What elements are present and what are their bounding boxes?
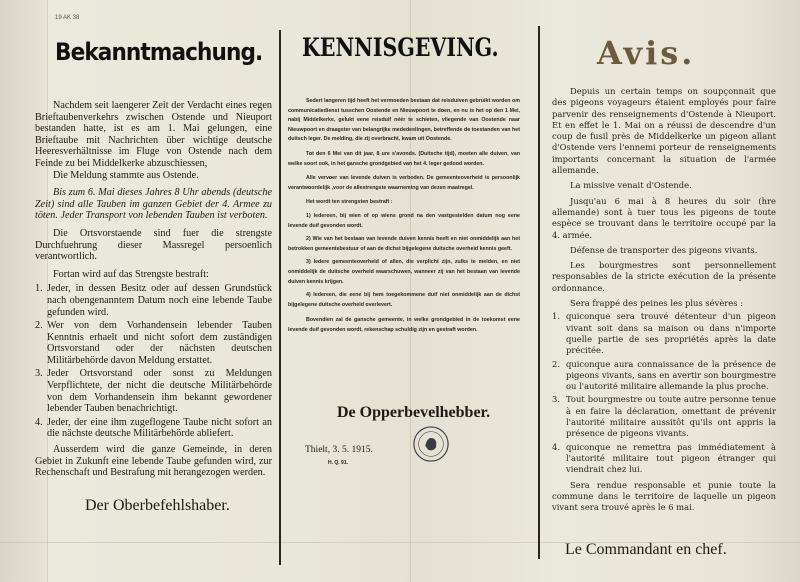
dutch-p2: Tot den 6 Mei van dit jaar, 8 ure s'avonds. (Duitsche tijd), moeten alle duiven, van welke soort ook, in het gansche grondgebied van het 4. leger gedood worden. (288, 150, 520, 167)
dutch-title: KENNISGEVING. (302, 33, 499, 62)
german-p4: Fortan wird auf das Strengste bestraft: (53, 268, 209, 280)
german-item: 4. Jeder, der eine ihm zugeflogene Taube nicht sofort an die nächste deutsche Militärbehörde abliefert. (35, 416, 272, 440)
german-signature: Der Oberbefehlshaber. (85, 497, 230, 514)
german-p1: Nachdem seit laengerer Zeit der Verdacht eines regen Brieftaubenverkehrs zwischen Ostende und Nieuport bestanden hatte, ist es am 1. Mai gelungen, eine Brieftaube mit Nachrichten über wichtige deutsche Heeresverhältnisse im Fluge von Ostende nach dem Feinde zu bei Middelkerke abzuschiessen, (35, 100, 272, 169)
french-p6: Sera frappé des peines les plus sévères : (570, 298, 744, 309)
french-p7: Sera rendue responsable et punie toute la commune dans le territoire de laquelle un pigeon vivant sera trouvé après le 6 mai. (552, 479, 776, 513)
french-item: 4. quiconque ne remettra pas immédiatement à l'autorité militaire tout pigeon étranger qui viendrait chez lui. (552, 441, 776, 475)
reference-number: H. Q. 91. (328, 460, 349, 466)
archive-mark: 19 AK 38 (55, 15, 80, 21)
dutch-p5: Bovendien zal de gansche gemeente, in welke grondgebied in de toekomst eene levende duif gevonden wordt, rekenschap schuldig zijn en gestraft worden. (288, 317, 520, 333)
official-stamp-icon (412, 425, 450, 463)
dutch-p1: Sedert langeren tijd heeft het vermoeden bestaan dat reisduiven gebruikt worden om communicatiedienst tusschen Oostende en Nieuwpoort te doen, en nu is het op den 1 Mei, nabij Middelkerke, gelukt eene reisduif néér te schieten, vliegende van Oostende naar Nieuwpoort en draagster van belangrijke mededeelingen, betreffende de toestanden van het duitsch leger. De melding, die zij overbracht, kwam uit Oostende. (288, 98, 520, 143)
german-item: 3. Jeder Ortsvorstand oder sonst zu Meldungen Verpflichtete, der nicht die deutsche Militärbehörde von dem Vorhandensein ihm bekannt gewordener lebender Tauben benachrichtigt. (35, 368, 272, 415)
german-body (35, 100, 272, 479)
french-item: 3. Tout bourgmestre ou toute autre personne tenue à en faire la déclaration, omettant de prévenir l'autorité militaire aussitôt qu'ils ont appris la présence de pigeons vivants. (552, 394, 776, 439)
french-signature: Le Commandant en chef. (565, 541, 727, 558)
dutch-item: 3) Iedere gemeenteoverheid of allen, die verplicht zijn, zulks te melden, en niet onmiddelijk de duitsche overheid waarschuwen, wanneer zij van het bestaan van levende duiven kennis krijgen. (288, 259, 520, 285)
dutch-item: 2) Wie van het bestaan van levende duiven kennis heeft en niet onmiddelijk aan het betrokken gemeentebestuur of aan de dichst bijgelegene duitsche overheid kennis geeft. (288, 236, 520, 252)
dutch-item: 4) Iedereen, die eene bij hem toegekommene duif niet onmiddelijk aan de dichst bijgelegene duitsche overheid overlevert. (288, 292, 520, 308)
dutch-item: 1) Iedereen, bij wien of op wiens grond na den vastgestelden datum nog eene levende duif gevonden wordt. (288, 212, 520, 229)
french-p1: Depuis un certain temps on soupçonnait que des pigeons voyageurs étaient employés pour faire parvenir des renseignements d'Ostende à Nieuport. Et en effet le 1. Mai on a réussi de descendre d'un coup de fusil près de Middelkerke un pigeon allant d'Ostende vers l'ennemi porteur de renseignements importants concernant la situation de l'armée allemande. (552, 86, 776, 176)
german-p2: Bis zum 6. Mai dieses Jahres 8 Uhr abends (deutsche Zeit) sind alle Tauben im ganzen Gebiet der 4. Armee zu töten. Jeder Transport von lebenden Tauben ist verboten. (35, 187, 272, 222)
french-p5: Les bourgmestres sont personnellement responsables de la stricte exécution de la présente ordonnance. (552, 260, 776, 293)
place-date: Thielt, 3. 5. 1915. (305, 445, 373, 455)
french-body (552, 86, 776, 513)
french-p4: Défense de transporter des pigeons vivants. (570, 244, 758, 255)
dutch-signature: De Opperbevelhebber. (337, 404, 491, 421)
french-p2: La missive venait d'Ostende. (570, 180, 692, 191)
dutch-p3: Alle vervoer van levende duiven is verboden. De gemeenteoverheid is persoonlijk verantwoordelijk ,voor de allestrengste waarneming van dezen maatregel. (288, 175, 520, 191)
french-item: 1. quiconque sera trouvé détenteur d'un pigeon vivant soit dans sa maison ou dans n'importe quelle partie de ses propriétés après la date précitée. (552, 311, 776, 356)
german-item: 1. Jeder, in dessen Besitz oder auf dessen Grundstück nach obengenanntem Datum noch eine lebende Taube gefunden wird. (35, 283, 272, 318)
dutch-p4: Het wordt ten strengsten bestraft : (306, 199, 393, 206)
dutch-body (288, 97, 520, 335)
french-title: Avis. (597, 34, 696, 72)
german-item: 2. Wer von dem Vorhandensein lebender Tauben Kenntnis erhaelt und nicht sofort dem zuständigen Ortsvorstand oder der nächsten deutschen Militärbehörde davon Meldung erstattet. (35, 320, 272, 366)
german-p5: Ausserdem wird die ganze Gemeinde, in deren Gebiet in Zukunft eine lebende Taube gefunden wird, zur Rechenschaft und Bestrafung mit herangezogen werden. (35, 444, 272, 479)
german-p3: Die Ortsvorstaende sind fuer die strengste Durchfuehrung dieser Massregel persoenlich verantwortlich. (35, 227, 272, 263)
french-p3: Jusqu'au 6 mai à 8 heures du soir (hre allemande) sont à tuer tous les pigeons de toute espèce se trouvant dans le territoire occupé par la 4. armée. (552, 195, 776, 240)
column-divider (279, 30, 281, 565)
german-p1b: Die Meldung stammte aus Ostende. (53, 169, 199, 181)
column-divider (538, 26, 540, 559)
german-title: Bekanntmachung. (55, 38, 263, 66)
french-item: 2. quiconque aura connaissance de la présence de pigeons vivants, sans en avertir son bourgmestre ou l'autorité militaire allemande la plus proche. (552, 358, 776, 392)
